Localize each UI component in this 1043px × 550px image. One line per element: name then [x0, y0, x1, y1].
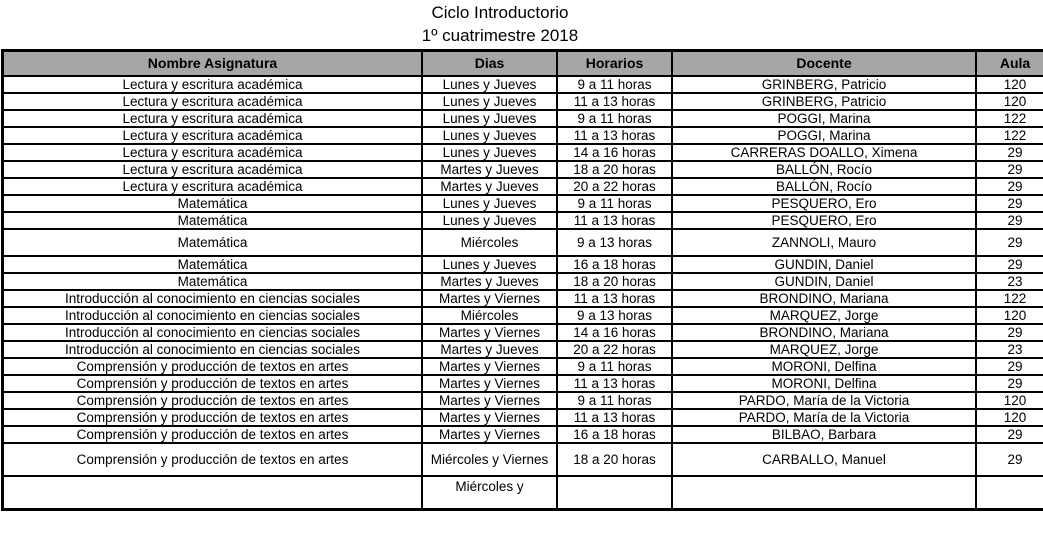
cell-docente: POGGI, Marina	[672, 127, 976, 144]
cell-horarios: 18 a 20 horas	[557, 161, 672, 178]
cell-aula: 29	[976, 375, 1043, 392]
cell-docente	[672, 476, 976, 509]
schedule-table-header	[3, 51, 1043, 77]
cell-aula: 29	[976, 426, 1043, 443]
cell-asignatura: Comprensión y producción de textos en artes	[3, 443, 423, 476]
table-row	[3, 273, 1043, 290]
cell-dias: Lunes y Jueves	[422, 195, 557, 212]
table-row	[3, 375, 1043, 392]
cell-asignatura: Matemática	[3, 212, 423, 229]
header-row	[3, 51, 1043, 77]
cell-aula: 122	[976, 290, 1043, 307]
cell-dias: Miércoles	[422, 307, 557, 324]
column-header-docente: Docente	[672, 51, 976, 77]
cell-dias: Martes y Viernes	[422, 409, 557, 426]
cell-horarios: 9 a 11 horas	[557, 392, 672, 409]
cell-aula: 29	[976, 256, 1043, 273]
cell-docente: MORONI, Delfina	[672, 375, 976, 392]
table-row	[3, 229, 1043, 256]
cell-asignatura: Introducción al conocimiento en ciencias sociales	[3, 324, 423, 341]
cell-aula: 29	[976, 144, 1043, 161]
cell-aula: 120	[976, 409, 1043, 426]
cell-docente: POGGI, Marina	[672, 110, 976, 127]
cell-horarios: 11 a 13 horas	[557, 375, 672, 392]
cell-horarios: 9 a 11 horas	[557, 358, 672, 375]
cell-aula: 29	[976, 178, 1043, 195]
cell-docente: MARQUEZ, Jorge	[672, 341, 976, 358]
cell-horarios: 14 a 16 horas	[557, 144, 672, 161]
table-row	[3, 426, 1043, 443]
cell-docente: BILBAO, Barbara	[672, 426, 976, 443]
cell-aula: 29	[976, 195, 1043, 212]
cell-dias: Martes y Jueves	[422, 178, 557, 195]
cell-docente: ZANNOLI, Mauro	[672, 229, 976, 256]
cell-asignatura: Lectura y escritura académica	[3, 178, 423, 195]
cell-aula: 120	[976, 392, 1043, 409]
cell-docente: BALLÓN, Rocío	[672, 161, 976, 178]
cell-asignatura: Lectura y escritura académica	[3, 93, 423, 110]
cell-docente: BALLÓN, Rocío	[672, 178, 976, 195]
cell-dias: Lunes y Jueves	[422, 144, 557, 161]
table-row	[3, 76, 1043, 93]
cell-dias: Martes y Viernes	[422, 375, 557, 392]
cell-dias: Miércoles	[422, 229, 557, 256]
cell-docente: BRONDINO, Mariana	[672, 290, 976, 307]
table-row	[3, 409, 1043, 426]
cell-aula: 29	[976, 324, 1043, 341]
cell-asignatura: Introducción al conocimiento en ciencias sociales	[3, 341, 423, 358]
cell-dias: Martes y Viernes	[422, 392, 557, 409]
cell-docente: PESQUERO, Ero	[672, 195, 976, 212]
cell-dias: Lunes y Jueves	[422, 76, 557, 93]
cell-dias: Miércoles y Viernes	[422, 443, 557, 476]
table-row	[3, 443, 1043, 476]
table-row	[3, 144, 1043, 161]
cell-dias: Martes y Viernes	[422, 426, 557, 443]
title-block	[0, 0, 1000, 47]
table-row	[3, 290, 1043, 307]
cell-horarios: 16 a 18 horas	[557, 426, 672, 443]
table-row	[3, 195, 1043, 212]
cell-aula: 29	[976, 229, 1043, 256]
cell-horarios: 9 a 13 horas	[557, 229, 672, 256]
schedule-table-body	[3, 76, 1043, 509]
cell-asignatura: Lectura y escritura académica	[3, 127, 423, 144]
cell-horarios: 11 a 13 horas	[557, 127, 672, 144]
cell-asignatura: Comprensión y producción de textos en artes	[3, 409, 423, 426]
cell-asignatura: Introducción al conocimiento en ciencias sociales	[3, 290, 423, 307]
cell-horarios: 11 a 13 horas	[557, 290, 672, 307]
cell-asignatura: Lectura y escritura académica	[3, 76, 423, 93]
cell-dias: Martes y Viernes	[422, 324, 557, 341]
table-row	[3, 324, 1043, 341]
cell-dias: Martes y Jueves	[422, 341, 557, 358]
table-row	[3, 256, 1043, 273]
table-row	[3, 392, 1043, 409]
cell-horarios: 11 a 13 horas	[557, 93, 672, 110]
cell-dias: Lunes y Jueves	[422, 127, 557, 144]
cell-aula: 122	[976, 127, 1043, 144]
cell-docente: MORONI, Delfina	[672, 358, 976, 375]
table-row	[3, 178, 1043, 195]
cell-horarios: 20 a 22 horas	[557, 341, 672, 358]
cell-aula: 29	[976, 212, 1043, 229]
cell-asignatura: Comprensión y producción de textos en artes	[3, 426, 423, 443]
column-header-asignatura: Nombre Asignatura	[3, 51, 423, 77]
cell-dias: Lunes y Jueves	[422, 256, 557, 273]
cell-horarios: 9 a 13 horas	[557, 307, 672, 324]
cell-dias: Martes y Jueves	[422, 273, 557, 290]
cell-horarios: 11 a 13 horas	[557, 409, 672, 426]
cell-dias: Martes y Jueves	[422, 161, 557, 178]
cell-docente: CARBALLO, Manuel	[672, 443, 976, 476]
cell-horarios: 16 a 18 horas	[557, 256, 672, 273]
cell-asignatura: Matemática	[3, 229, 423, 256]
table-row	[3, 127, 1043, 144]
cell-asignatura: Lectura y escritura académica	[3, 144, 423, 161]
table-row	[3, 358, 1043, 375]
cell-asignatura: Comprensión y producción de textos en artes	[3, 392, 423, 409]
cell-horarios: 18 a 20 horas	[557, 273, 672, 290]
cell-asignatura: Matemática	[3, 195, 423, 212]
cell-dias: Lunes y Jueves	[422, 93, 557, 110]
cell-asignatura: Lectura y escritura académica	[3, 110, 423, 127]
schedule-table	[1, 49, 1043, 511]
column-header-horarios: Horarios	[557, 51, 672, 77]
table-row	[3, 93, 1043, 110]
cell-asignatura: Matemática	[3, 256, 423, 273]
column-header-aula: Aula	[976, 51, 1043, 77]
cell-docente: MARQUEZ, Jorge	[672, 307, 976, 324]
cell-horarios: 18 a 20 horas	[557, 443, 672, 476]
cell-horarios	[557, 476, 672, 509]
cell-docente: GUNDIN, Daniel	[672, 273, 976, 290]
cell-horarios: 20 a 22 horas	[557, 178, 672, 195]
cell-horarios: 14 a 16 horas	[557, 324, 672, 341]
cell-docente: PESQUERO, Ero	[672, 212, 976, 229]
cell-horarios: 11 a 13 horas	[557, 212, 672, 229]
cell-aula	[976, 476, 1043, 509]
column-header-dias: Dias	[422, 51, 557, 77]
cell-aula: 23	[976, 341, 1043, 358]
cell-asignatura	[3, 476, 423, 509]
cell-horarios: 9 a 11 horas	[557, 76, 672, 93]
page-subtitle: 1º cuatrimestre 2018	[421, 26, 579, 45]
cell-aula: 122	[976, 110, 1043, 127]
table-row	[3, 161, 1043, 178]
page-title: Ciclo Introductorio	[431, 3, 569, 22]
cell-asignatura: Comprensión y producción de textos en artes	[3, 375, 423, 392]
cell-horarios: 9 a 11 horas	[557, 195, 672, 212]
cell-asignatura: Introducción al conocimiento en ciencias sociales	[3, 307, 423, 324]
table-row	[3, 110, 1043, 127]
cell-aula: 120	[976, 76, 1043, 93]
cell-asignatura: Lectura y escritura académica	[3, 161, 423, 178]
cell-asignatura: Matemática	[3, 273, 423, 290]
table-row	[3, 341, 1043, 358]
cell-horarios: 9 a 11 horas	[557, 110, 672, 127]
cell-docente: GRINBERG, Patricio	[672, 93, 976, 110]
cell-aula: 120	[976, 307, 1043, 324]
cell-docente: GUNDIN, Daniel	[672, 256, 976, 273]
cell-docente: CARRERAS DOALLO, Ximena	[672, 144, 976, 161]
cell-asignatura: Comprensión y producción de textos en artes	[3, 358, 423, 375]
table-row	[3, 307, 1043, 324]
cell-aula: 23	[976, 273, 1043, 290]
table-row-partial	[3, 476, 1043, 509]
cell-docente: PARDO, María de la Victoria	[672, 409, 976, 426]
cell-aula: 120	[976, 93, 1043, 110]
cell-docente: PARDO, María de la Victoria	[672, 392, 976, 409]
cell-dias: Lunes y Jueves	[422, 110, 557, 127]
cell-dias: Martes y Viernes	[422, 290, 557, 307]
cell-dias: Lunes y Jueves	[422, 212, 557, 229]
cell-aula: 29	[976, 358, 1043, 375]
cell-dias: Miércoles y	[422, 476, 557, 509]
cell-docente: GRINBERG, Patricio	[672, 76, 976, 93]
cell-aula: 29	[976, 161, 1043, 178]
cell-docente: BRONDINO, Mariana	[672, 324, 976, 341]
cell-aula: 29	[976, 443, 1043, 476]
table-row	[3, 212, 1043, 229]
cell-dias: Martes y Viernes	[422, 358, 557, 375]
